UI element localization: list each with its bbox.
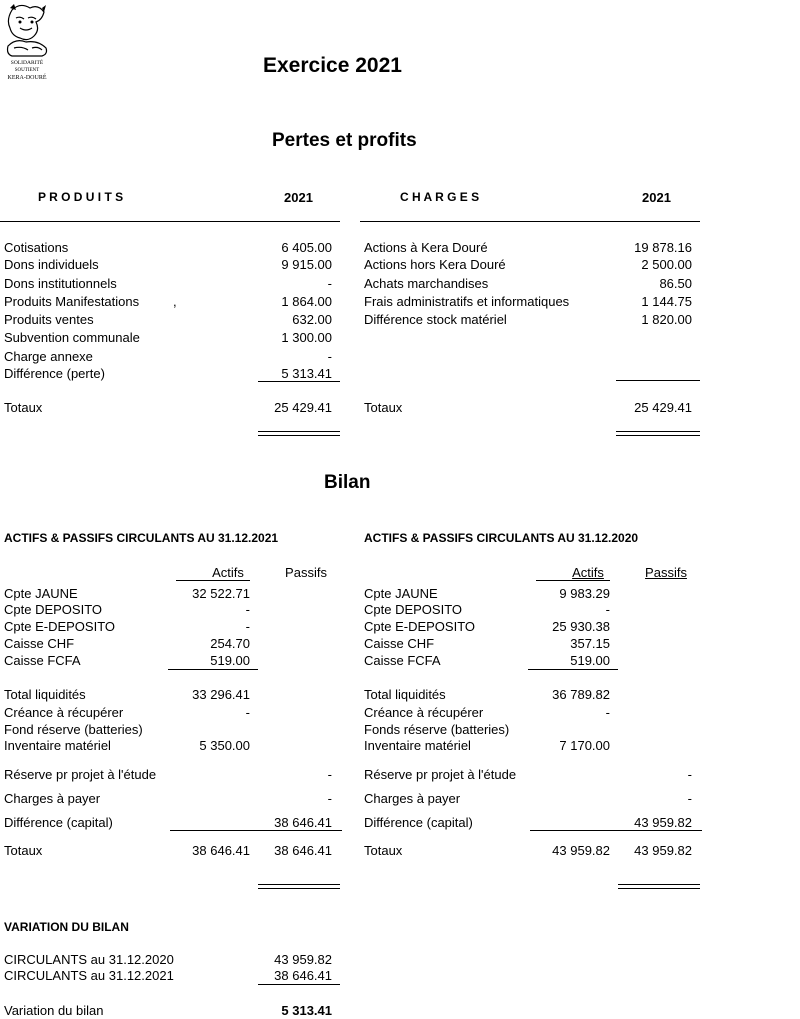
difference-rule <box>530 830 702 831</box>
totaux-label: Totaux <box>4 843 43 858</box>
produit-value: 1 864.00 <box>281 294 332 309</box>
bilan-row-label: Caisse FCFA <box>364 653 441 668</box>
reserve-passifs: - <box>687 767 692 782</box>
variation-row-label: CIRCULANTS au 31.12.2020 <box>4 952 174 967</box>
produit-value: 5 313.41 <box>281 366 332 381</box>
bilan-row-label: Cpte DEPOSITO <box>364 602 463 617</box>
bilan-row-actifs: 36 789.82 <box>552 687 610 702</box>
bilan-left-header: ACTIFS & PASSIFS CIRCULANTS AU 31.12.2021 <box>4 531 279 545</box>
bilan-row-label: Total liquidités <box>4 687 86 702</box>
variation-header: VARIATION DU BILAN <box>4 920 129 934</box>
total-produits: 25 429.41 <box>274 400 332 415</box>
bilan-row-label: Créance à récupérer <box>4 705 124 720</box>
reserve-passifs: - <box>327 767 332 782</box>
difference-label: Différence (capital) <box>4 815 113 830</box>
produit-label: Différence (perte) <box>4 366 105 381</box>
bilan-row-label: Caisse CHF <box>364 636 435 651</box>
produit-label: Dons institutionnels <box>4 276 117 291</box>
charge-label: Actions à Kera Douré <box>364 240 488 255</box>
bilan-row-actifs: - <box>245 705 250 720</box>
charge-value: 1 144.75 <box>641 294 692 309</box>
totaux-label: Totaux <box>364 843 403 858</box>
caisse-rule <box>168 669 258 670</box>
bilan-row-actifs: - <box>605 602 610 617</box>
variation-row-value: 38 646.41 <box>274 968 332 983</box>
charges-rule <box>616 380 700 381</box>
charge-label: Frais administratifs et informatiques <box>364 294 570 309</box>
produit-label: Dons individuels <box>4 257 99 272</box>
totaux-double-rule-right <box>616 431 700 436</box>
charge-value: 19 878.16 <box>634 240 692 255</box>
bilan-row-actifs: - <box>605 705 610 720</box>
produits-header: P R O D U I T S <box>38 190 124 204</box>
difference-label: Différence (capital) <box>364 815 473 830</box>
bilan-row-label: Cpte E-DEPOSITO <box>4 619 116 634</box>
bilan-row-label: Cpte E-DEPOSITO <box>364 619 476 634</box>
variation-row-label: CIRCULANTS au 31.12.2021 <box>4 968 174 983</box>
svg-text:SOLIDARITÉ: SOLIDARITÉ <box>10 60 44 66</box>
bilan-row-label: Cpte JAUNE <box>364 586 438 601</box>
bilan-row-actifs: 7 170.00 <box>559 738 610 753</box>
actifs-header-rule <box>176 580 250 581</box>
bilan-row-label: Cpte JAUNE <box>4 586 78 601</box>
difference-passifs: 38 646.41 <box>274 815 332 830</box>
bilan-row-actifs: 519.00 <box>570 653 610 668</box>
difference-rule <box>170 830 342 831</box>
variation-rule <box>258 984 340 985</box>
header-rule-left <box>0 221 340 222</box>
bilan-row-actifs: 33 296.41 <box>192 687 250 702</box>
bilan-row-label: Inventaire matériel <box>4 738 111 753</box>
totaux-double-rule <box>258 884 340 889</box>
charges-payer-label: Charges à payer <box>4 791 101 806</box>
bilan-row-actifs: 32 522.71 <box>192 586 250 601</box>
produit-value: - <box>327 276 332 291</box>
bilan-row-actifs: 357.15 <box>570 636 610 651</box>
logo-icon <box>2 2 52 82</box>
charge-label: Achats marchandises <box>364 276 489 291</box>
variation-row-value: 43 959.82 <box>274 952 332 967</box>
col-actifs-header: Actifs <box>572 565 604 580</box>
totaux-charges-label: Totaux <box>364 400 403 415</box>
totaux-double-rule <box>618 884 700 889</box>
charges-year: 2021 <box>642 190 671 205</box>
bilan-row-label: Fonds réserve (batteries) <box>364 722 510 737</box>
actifs-header-rule <box>536 580 610 581</box>
produit-value: 9 915.00 <box>281 257 332 272</box>
produit-label: Charge annexe <box>4 349 93 364</box>
totaux-produits-label: Totaux <box>4 400 43 415</box>
charge-value: 2 500.00 <box>641 257 692 272</box>
produit-value: 632.00 <box>292 312 332 327</box>
produit-label: Produits ventes <box>4 312 94 327</box>
produit-label: Produits Manifestations <box>4 294 140 309</box>
bilan-row-label: Créance à récupérer <box>364 705 484 720</box>
totaux-double-rule-left <box>258 431 340 436</box>
bilan-row-actifs: - <box>245 619 250 634</box>
reserve-label: Réserve pr projet à l'étude <box>4 767 157 782</box>
bilan-row-actifs: 9 983.29 <box>559 586 610 601</box>
totaux-passifs: 43 959.82 <box>634 843 692 858</box>
bilan-row-actifs: - <box>245 602 250 617</box>
charges-payer-passifs: - <box>687 791 692 806</box>
produit-value: 6 405.00 <box>281 240 332 255</box>
charge-label: Différence stock matériel <box>364 312 507 327</box>
bilan-row-actifs: 254.70 <box>210 636 250 651</box>
bilan-row-label: Total liquidités <box>364 687 446 702</box>
header-rule-right <box>360 221 700 222</box>
col-passifs-header: Passifs <box>645 565 687 580</box>
bilan-row-label: Fond réserve (batteries) <box>4 722 143 737</box>
totaux-actifs: 43 959.82 <box>552 843 610 858</box>
bilan-row-actifs: 25 930.38 <box>552 619 610 634</box>
bilan-row-label: Caisse CHF <box>4 636 75 651</box>
variation-result-value: 5 313.41 <box>281 1003 332 1018</box>
reserve-label: Réserve pr projet à l'étude <box>364 767 517 782</box>
difference-passifs: 43 959.82 <box>634 815 692 830</box>
totaux-actifs: 38 646.41 <box>192 843 250 858</box>
produit-value: 1 300.00 <box>281 330 332 345</box>
svg-text:SOUTIENT: SOUTIENT <box>14 68 40 73</box>
produit-value: - <box>327 349 332 364</box>
produits-year: 2021 <box>284 190 313 205</box>
produit-label: Subvention communale <box>4 330 140 345</box>
bilan-row-actifs: 519.00 <box>210 653 250 668</box>
svg-text:KERA-DOURÉ: KERA-DOURÉ <box>7 75 47 81</box>
charges-payer-label: Charges à payer <box>364 791 461 806</box>
page-title: Exercice 2021 <box>263 54 402 77</box>
charge-label: Actions hors Kera Douré <box>364 257 506 272</box>
perte-rule <box>258 381 340 382</box>
col-passifs-header: Passifs <box>285 565 327 580</box>
total-charges: 25 429.41 <box>634 400 692 415</box>
variation-result-label: Variation du bilan <box>4 1003 104 1018</box>
charges-payer-passifs: - <box>327 791 332 806</box>
stray-comma: , <box>173 294 177 309</box>
charges-header: C H A R G E S <box>400 190 480 204</box>
produit-label: Cotisations <box>4 240 69 255</box>
charge-value: 1 820.00 <box>641 312 692 327</box>
pp-title: Pertes et profits <box>272 130 417 151</box>
bilan-row-label: Caisse FCFA <box>4 653 81 668</box>
totaux-passifs: 38 646.41 <box>274 843 332 858</box>
bilan-row-actifs: 5 350.00 <box>199 738 250 753</box>
bilan-row-label: Cpte DEPOSITO <box>4 602 103 617</box>
bilan-title: Bilan <box>324 472 371 493</box>
caisse-rule <box>528 669 618 670</box>
col-actifs-header: Actifs <box>212 565 244 580</box>
charge-value: 86.50 <box>659 276 692 291</box>
bilan-right-header: ACTIFS & PASSIFS CIRCULANTS AU 31.12.2020 <box>364 531 639 545</box>
bilan-row-label: Inventaire matériel <box>364 738 471 753</box>
